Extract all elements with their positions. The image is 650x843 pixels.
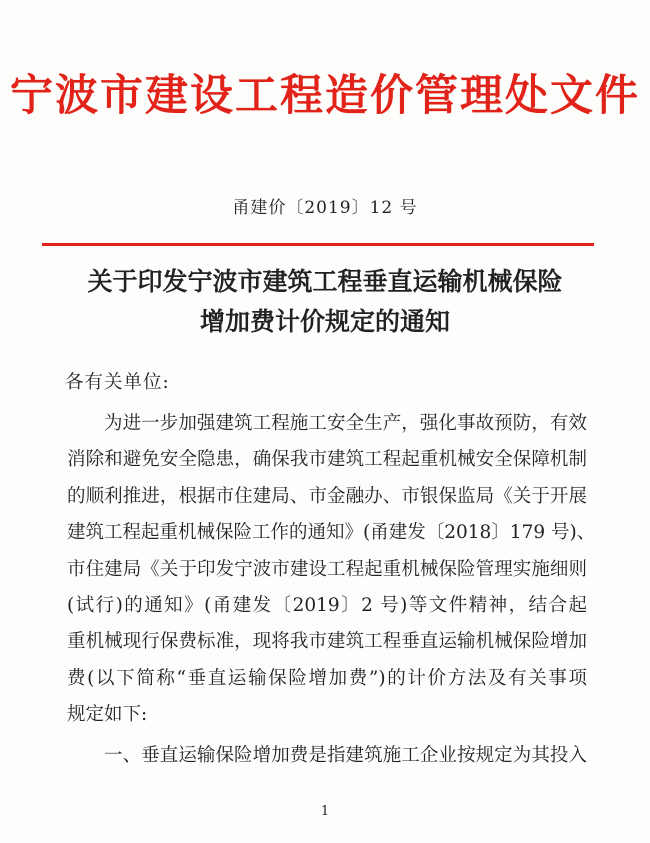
document-number: 甬建价〔2019〕12 号 <box>232 198 418 218</box>
notice-title <box>0 262 650 342</box>
body-paragraph <box>67 406 596 734</box>
clause-one: 一、垂直运输保险增加费是指建筑施工企业按规定为其投入 <box>104 745 587 766</box>
body-line: 的顺利推进，根据市住建局、市金融办、市银保监局《关于开展 <box>67 485 587 507</box>
body-line: (试行)的通知》(甬建发〔2019〕2 号)等文件精神，结合起 <box>67 594 587 616</box>
notice-title-line-2: 增加费计价规定的通知 <box>199 307 450 336</box>
notice-title-line-1: 关于印发宁波市建筑工程垂直运输机械保险 <box>87 267 563 296</box>
body-line: 费(以下简称“垂直运输保险增加费”)的计价方法及有关事项 <box>67 667 587 689</box>
masthead-title: 宁波市建设工程造价管理处文件 <box>10 71 640 121</box>
body-line: 为进一步加强建筑工程施工安全生产，强化事故预防，有效 <box>104 413 587 434</box>
body-line: 重机械现行保费标准，现将我市建筑工程垂直运输机械保险增加 <box>67 631 587 653</box>
red-divider-line <box>42 243 594 246</box>
salutation: 各有关单位: <box>65 372 170 393</box>
body-line: 建筑工程起重机械保险工作的通知》(甬建发〔2018〕179 号)、 <box>67 522 596 544</box>
page-number: 1 <box>320 804 330 819</box>
body-line: 消除和避免安全隐患，确保我市建筑工程起重机械安全保障机制 <box>67 449 587 471</box>
body-line: 市住建局《关于印发宁波市建设工程起重机械保险管理实施细则 <box>67 558 587 580</box>
body-line: 规定如下: <box>67 704 148 726</box>
